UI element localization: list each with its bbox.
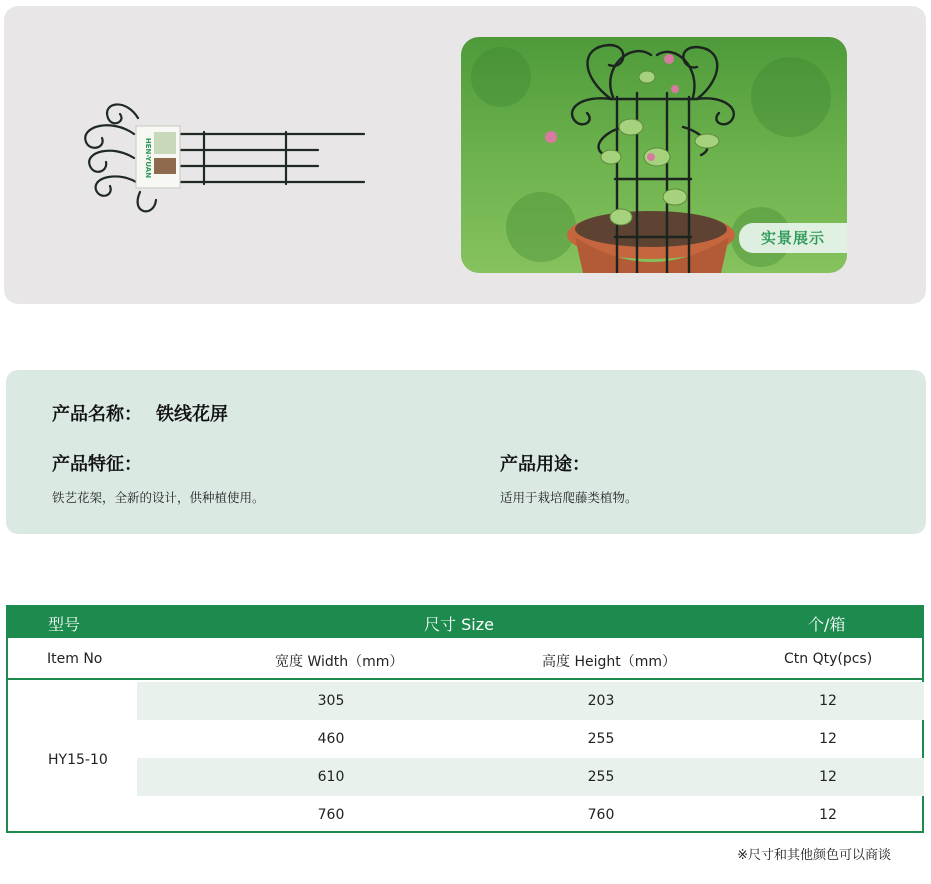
scene-tag: 实景展示 <box>739 223 847 253</box>
cell-width: 305 <box>317 693 345 709</box>
cell-height: 255 <box>587 769 615 785</box>
product-feature-label: 产品特征： <box>52 454 142 475</box>
product-image-panel <box>4 6 926 304</box>
scene-photo <box>461 37 847 273</box>
table-header-secondary <box>8 638 922 680</box>
cell-qty: 12 <box>819 807 837 823</box>
header-qty: 个/箱 <box>808 615 846 634</box>
table-row <box>137 682 924 720</box>
table-header-primary <box>8 607 922 638</box>
cell-height: 255 <box>587 731 615 747</box>
cell-width: 760 <box>317 807 345 823</box>
product-photo <box>76 96 376 216</box>
product-info-panel <box>6 370 926 534</box>
cell-qty: 12 <box>819 769 837 785</box>
cell-qty: 12 <box>819 693 837 709</box>
table-row <box>137 796 924 834</box>
cell-height: 760 <box>587 807 615 823</box>
cell-width: 460 <box>317 731 345 747</box>
product-usage-block <box>500 450 638 506</box>
table-row <box>137 720 924 758</box>
footnote: ※尺寸和其他颜色可以商谈 <box>737 848 891 863</box>
product-feature-text: 铁艺花架，全新的设计，供种植使用。 <box>52 490 265 505</box>
spec-table <box>6 605 924 833</box>
cell-width: 610 <box>317 769 345 785</box>
package-brand: HEN-YUAN <box>144 137 152 179</box>
table-row <box>137 758 924 796</box>
item-number: HY15-10 <box>48 752 108 768</box>
product-name-value: 铁线花屏 <box>156 404 228 425</box>
header-height: 高度 Height（mm） <box>542 654 677 670</box>
product-feature-block <box>52 450 265 506</box>
product-usage-label: 产品用途： <box>500 454 590 475</box>
header-model: 型号 <box>48 615 81 634</box>
product-name-label: 产品名称： <box>52 404 142 425</box>
product-name-row <box>52 400 228 426</box>
cell-height: 203 <box>587 693 615 709</box>
header-width: 宽度 Width（mm） <box>275 654 404 670</box>
cell-qty: 12 <box>819 731 837 747</box>
product-usage-text: 适用于栽培爬藤类植物。 <box>500 490 638 505</box>
header-item-no: Item No <box>47 651 103 667</box>
header-size: 尺寸 Size <box>424 615 494 634</box>
header-ctn-qty: Ctn Qty(pcs) <box>784 651 873 667</box>
